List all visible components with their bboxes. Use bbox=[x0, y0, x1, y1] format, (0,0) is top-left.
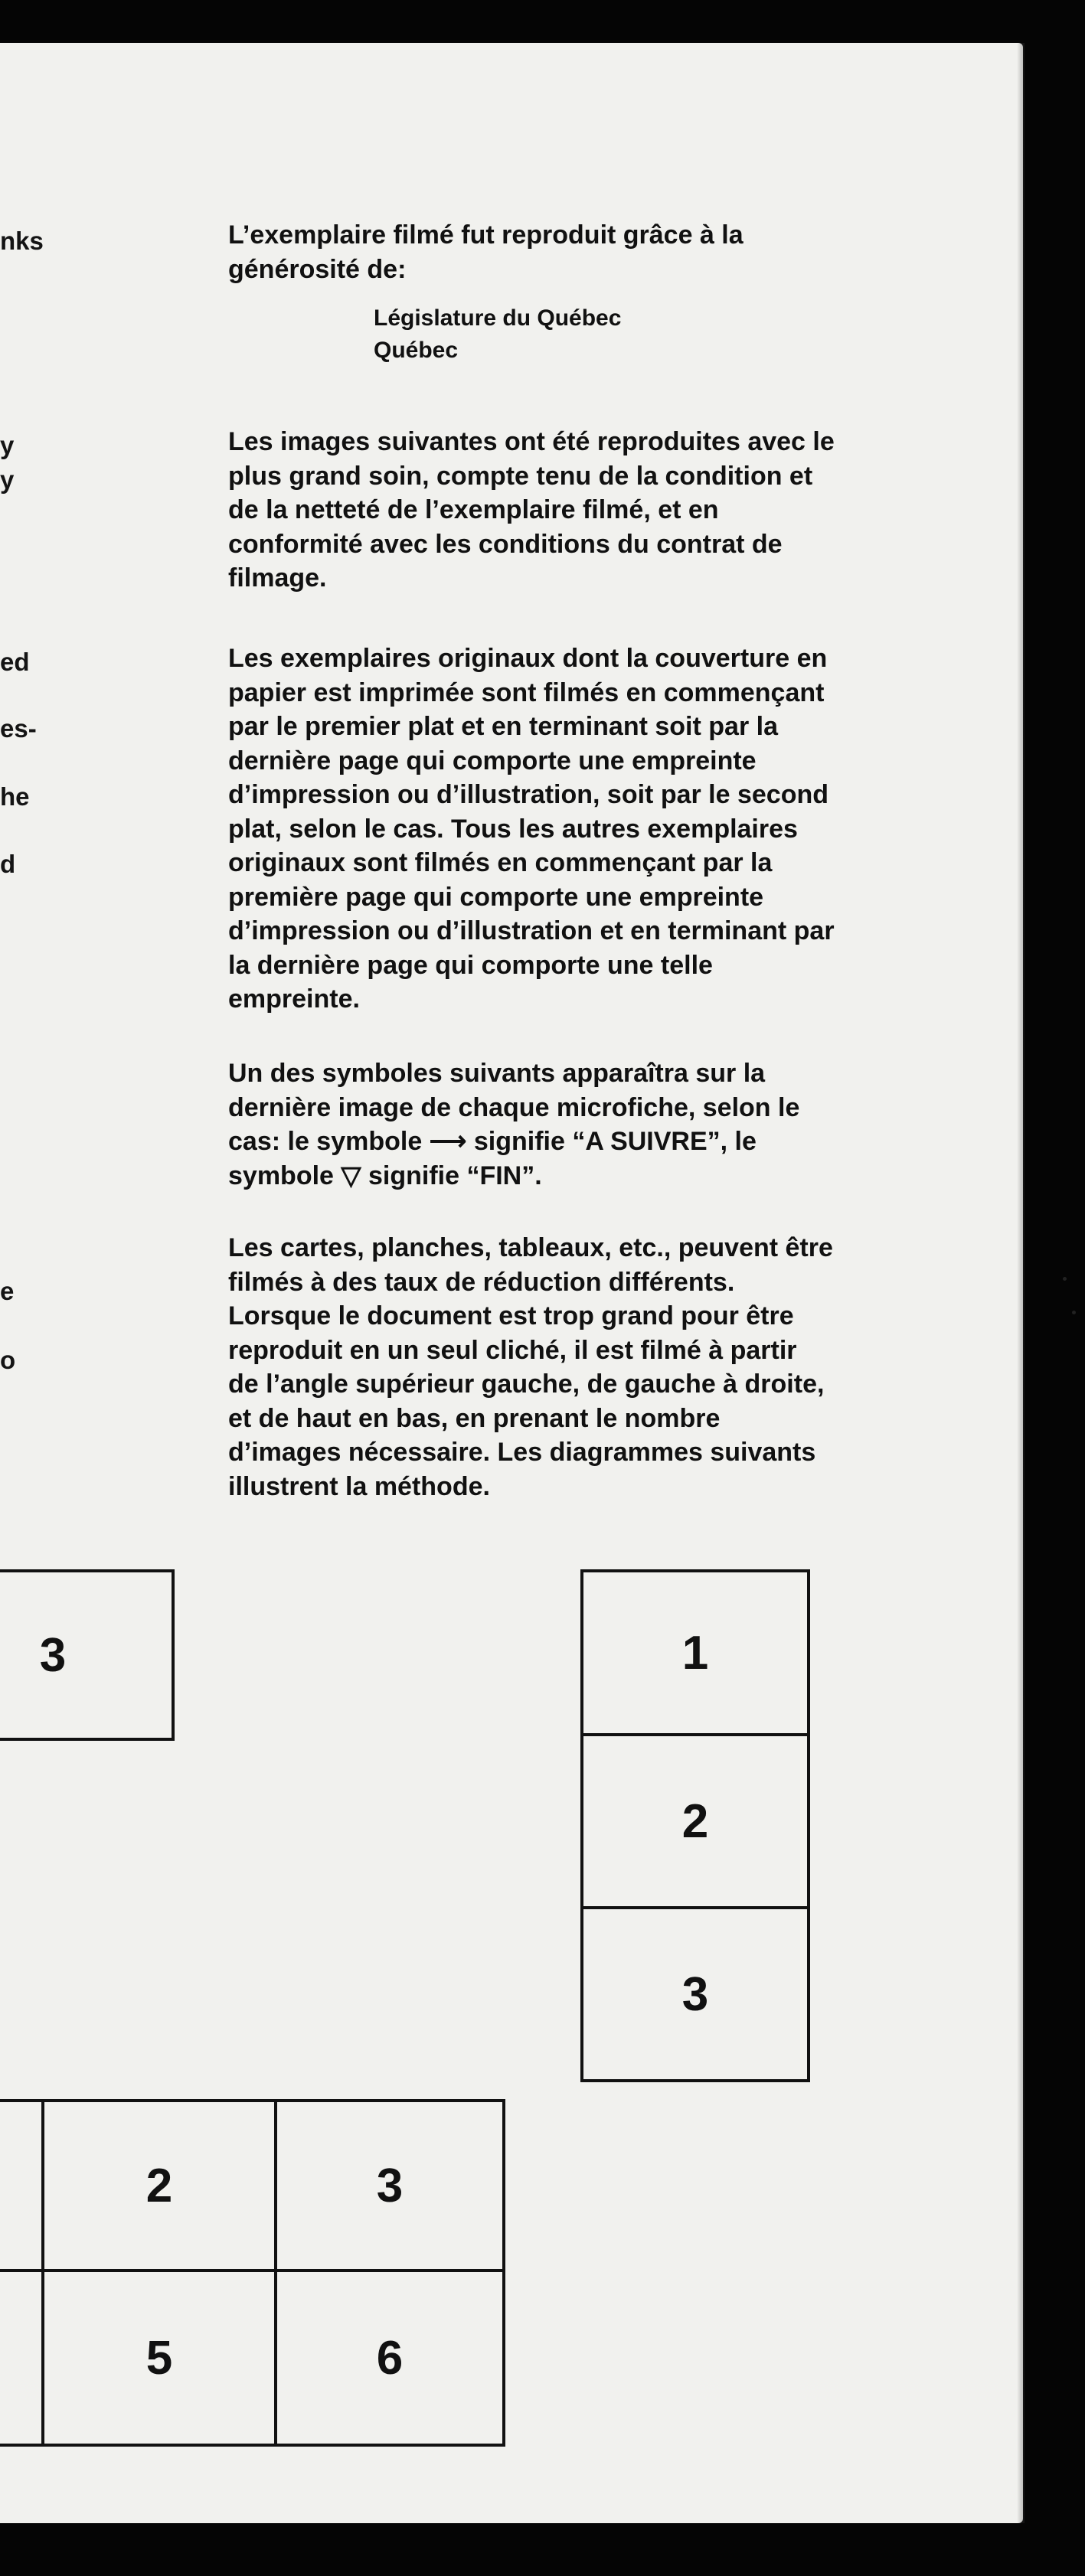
diagram-grid-cell-5 bbox=[41, 2269, 277, 2447]
left-column-fragment: nks bbox=[0, 227, 44, 255]
diagram-grid-cell-6 bbox=[274, 2269, 505, 2447]
left-column-fragment: o bbox=[0, 1346, 16, 1374]
diagram-grid-cell-4 bbox=[0, 2269, 47, 2447]
diagram-grid-cell-2 bbox=[41, 2099, 277, 2272]
diagram-column-number: 2 bbox=[681, 1794, 709, 1848]
left-column-fragment: e bbox=[0, 1277, 15, 1305]
left-column-fragment: ed bbox=[0, 648, 30, 676]
paragraph-reproduction: Les images suivantes ont été reproduites avec le plus grand soin, compte tenu de la condition et de la netteté de l’exemplaire filmé, et en conformité avec les conditions du contrat de filmage. bbox=[228, 427, 835, 593]
diagram-column-number: 3 bbox=[681, 1967, 709, 2021]
left-column-fragment: y bbox=[0, 465, 15, 494]
diagram-row-box-number: 3 bbox=[39, 1628, 67, 1682]
diagram-grid-number: 2 bbox=[145, 2159, 173, 2212]
paragraph-symbols: Un des symboles suivants apparaîtra sur la dernière image de chaque microfiche, selon le cas: le symbole ⟶ signifie “A SUIVRE”, le symbole ▽ signifie “FIN”. bbox=[228, 1059, 800, 1190]
scan-speck bbox=[1072, 1311, 1076, 1314]
diagram-column-box-1 bbox=[580, 1569, 810, 1736]
paragraph-method: Les cartes, planches, tableaux, etc., peuvent être filmés à des taux de réduction différents. Lorsque le document est trop grand pour être reproduit en un seul cliché, il est filmé à partir de l’angle supérieur gauche, de gauche à droite, et de haut en bas, en prenant le nombre d’images nécessaire. Les diagrammes suivants illustrent la méthode. bbox=[228, 1233, 833, 1501]
institution-name: Législature du Québec Québec bbox=[374, 305, 622, 363]
paragraph-originals: Les exemplaires originaux dont la couverture en papier est imprimée sont filmés en commençant par le premier plat et en terminant soit par la dernière page qui comporte une empreinte d’impression ou d’illustration, soit par le second plat, selon le cas. Tous les autres exemplaires originaux sont filmés en commençant par la première page qui comporte une empreinte d’impression ou d’illustration et en terminant par la dernière page qui comporte une telle empreinte. bbox=[228, 644, 835, 1014]
scan-speck bbox=[1063, 1277, 1067, 1281]
left-column-fragment: he bbox=[0, 782, 30, 811]
left-column-fragment: d bbox=[0, 850, 16, 878]
left-column-fragment: es- bbox=[0, 714, 37, 743]
diagram-grid-number: 6 bbox=[376, 2331, 404, 2385]
diagram-grid-number: 3 bbox=[376, 2159, 404, 2212]
diagram-grid-cell-3 bbox=[274, 2099, 505, 2272]
page-edge-shadow bbox=[1017, 43, 1025, 2523]
diagram-grid-number: 5 bbox=[145, 2331, 173, 2385]
diagram-column-box-3 bbox=[580, 1906, 810, 2082]
diagram-column-box-2 bbox=[580, 1733, 810, 1909]
intro-text: L’exemplaire filmé fut reproduit grâce à la générosité de: bbox=[228, 220, 743, 284]
left-column-fragment: y bbox=[0, 431, 15, 459]
diagram-column-number: 1 bbox=[681, 1626, 709, 1680]
diagram-row-box bbox=[0, 1569, 175, 1741]
diagram-grid-cell-1 bbox=[0, 2099, 47, 2272]
